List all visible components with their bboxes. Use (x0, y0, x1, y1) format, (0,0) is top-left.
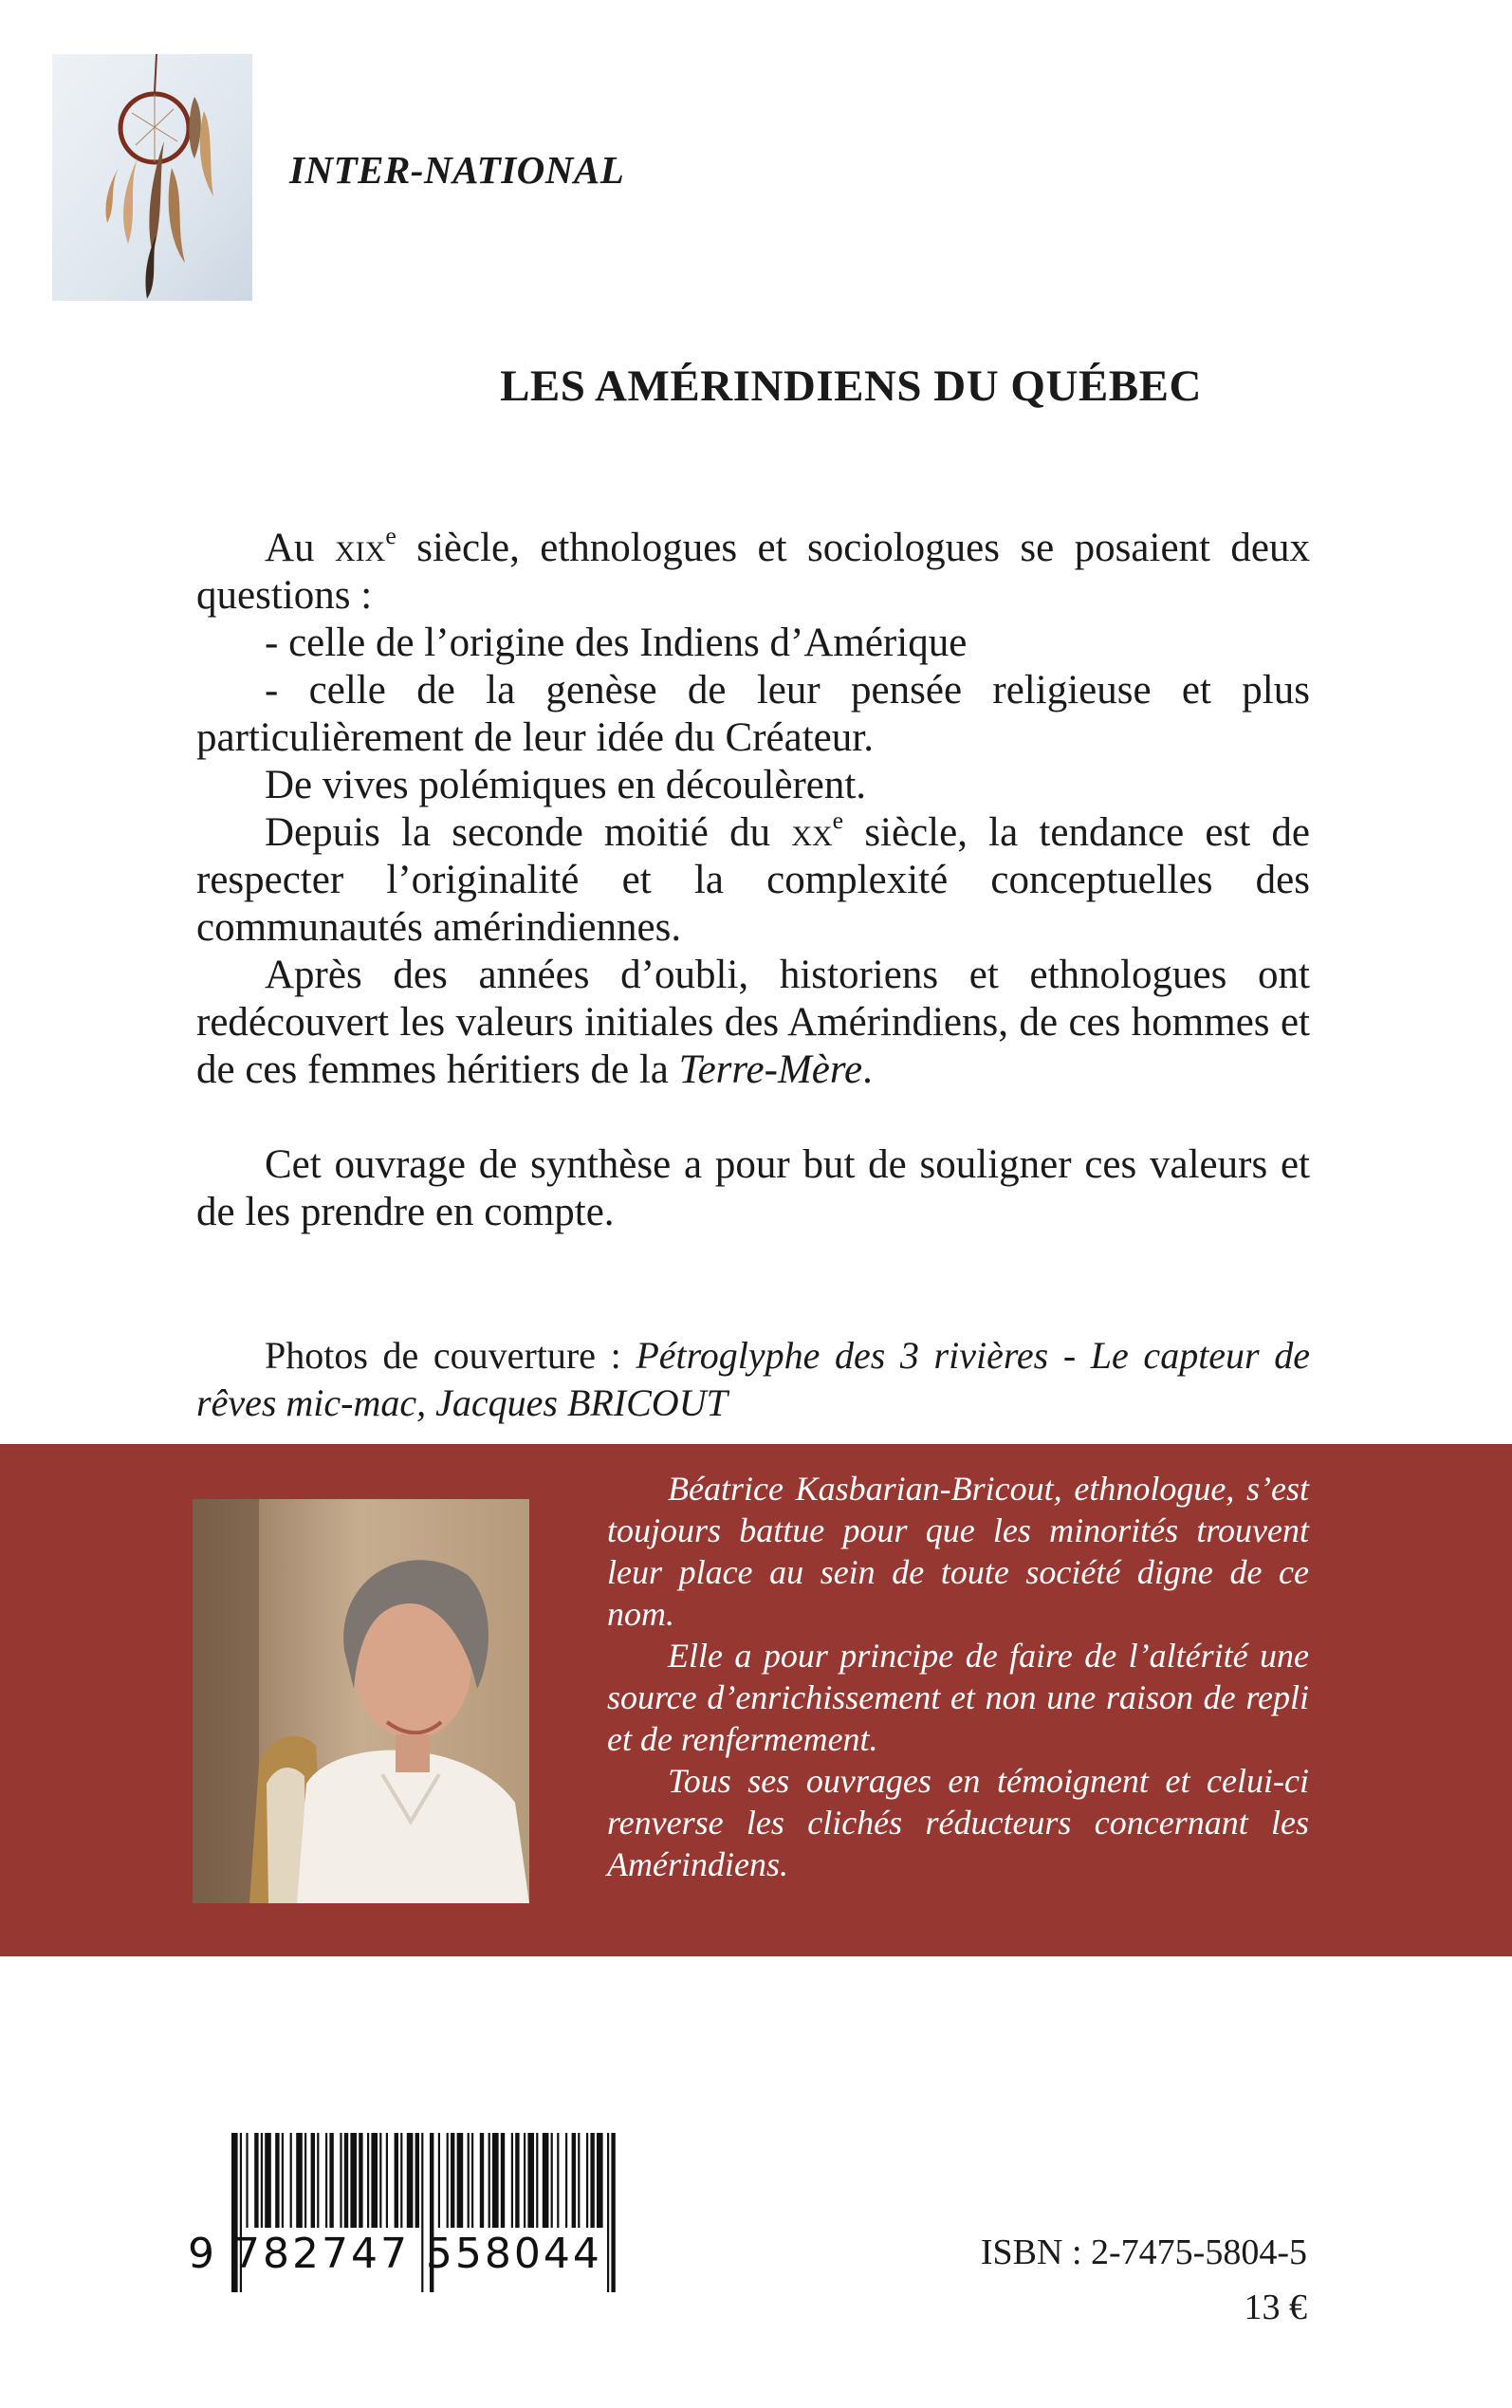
blurb-paragraph: Cet ouvrage de synthèse a pour but de souligner ces valeurs et de les prendre en compte. (196, 1142, 1310, 1234)
barcode-bar (296, 2133, 303, 2228)
barcode-bar (415, 2133, 419, 2228)
barcode-bar (524, 2133, 526, 2228)
barcode-bar (586, 2133, 588, 2228)
barcode-bar (590, 2133, 594, 2228)
barcode-bar (457, 2133, 464, 2228)
barcode-bar (386, 2133, 388, 2228)
barcode-bar (578, 2133, 580, 2228)
barcode-bar (471, 2133, 473, 2228)
barcode-bar (597, 2133, 603, 2228)
barcode-bar (311, 2133, 315, 2228)
barcode-bar (325, 2133, 327, 2228)
blurb-paragraph: - celle de l’origine des Indiens d’Amérique (265, 621, 968, 665)
barcode-bar (447, 2133, 449, 2228)
barcode-bar (557, 2133, 559, 2228)
barcode-bar (400, 2133, 402, 2228)
author-portrait (193, 1499, 529, 1903)
book-title: LES AMÉRINDIENS DU QUÉBEC (500, 361, 1202, 411)
barcode-bar (290, 2133, 292, 2228)
barcode-bar (261, 2133, 263, 2228)
barcode-bar (511, 2133, 513, 2228)
barcode-bar (607, 2133, 609, 2292)
barcode-bar (611, 2133, 615, 2292)
barcode-bar (480, 2133, 484, 2228)
barcode-bar (379, 2133, 381, 2228)
barcode-bar (438, 2133, 440, 2228)
bio-paragraph: Tous ses ouvrages en témoignent et celui-ci renverse les clichés réducteurs concernant les Amérindiens. (607, 1762, 1309, 1883)
barcode-bar (367, 2133, 369, 2228)
barcode-bar (340, 2133, 341, 2228)
barcode-bar (371, 2133, 378, 2228)
blurb-paragraph: Après des années d’oubli, historiens et ethnologues ont redécouvert les valeurs initiales des Amérindiens, de ces hommes et de ces femmes héritiers de la Terre-Mère. (196, 953, 1310, 1092)
blurb-paragraph: - celle de la genèse de leur pensée religieuse et plus particulièrement de leur idée du Créateur. (196, 668, 1310, 760)
barcode-bar (492, 2133, 499, 2228)
barcode-bar (543, 2133, 549, 2228)
barcode-bar (344, 2133, 348, 2228)
barcode-bar (350, 2133, 357, 2228)
collection-name: INTER-NATIONAL (289, 148, 625, 192)
barcode-bar (527, 2133, 534, 2228)
barcode-bar (536, 2133, 538, 2228)
barcode-bar (275, 2133, 279, 2228)
barcode-bar (304, 2133, 306, 2228)
barcode-bar (551, 2133, 553, 2228)
price: 13 € (1244, 2288, 1307, 2327)
barcode-bar (489, 2133, 490, 2228)
blurb (196, 521, 1311, 1236)
barcode-bar (317, 2133, 319, 2228)
barcode-bar (246, 2133, 248, 2228)
photo-credits (196, 1332, 1310, 1427)
barcode-bar (572, 2133, 576, 2228)
barcode-digits: 9 782747 558044 (188, 2230, 602, 2278)
barcode-bar (468, 2133, 470, 2228)
barcode-bar (451, 2133, 454, 2228)
barcode-bar (282, 2133, 284, 2228)
bio-paragraph: Elle a pour principe de faire de l’altérité une source d’enrichissement et non une raison de repli et de renfermement. (607, 1637, 1309, 1758)
credits-label: Photos de couverture : (265, 1334, 636, 1377)
blurb-paragraph: De vives polémiques en découlèrent. (265, 763, 867, 807)
author-bio (607, 1468, 1309, 1885)
barcode-bar (565, 2133, 567, 2228)
barcode-bar (359, 2133, 362, 2228)
barcode-bar (395, 2133, 398, 2228)
barcode-bar (329, 2133, 333, 2228)
blurb-paragraph: Au xix$^e$ siècle, ethnologues et sociologues se posaient deux questions : (196, 521, 1311, 618)
blurb-paragraph: Depuis la seconde moitié du $xx^e$ siècle, la tendance est de respecter l’originalité et la complexité conceptuelles des communautés amérindiennes. (196, 806, 1311, 950)
credits-text: Pétroglyphe des 3 rivières - Le capteur de rêves mic-mac, Jacques BRICOUT (196, 1334, 1311, 1424)
barcode-bar (265, 2133, 271, 2228)
bio-paragraph: Béatrice Kasbarian-Bricout, ethnologue, s’est toujours battue pour que les minorités trouvent leur place au sein de toute société digne de ce nom. (607, 1470, 1309, 1633)
dreamcatcher-photo (52, 54, 252, 301)
barcode-bar (501, 2133, 505, 2228)
barcode-bar (407, 2133, 414, 2228)
barcode-bar (515, 2133, 519, 2228)
isbn: ISBN : 2-7475-5804-5 (980, 2232, 1307, 2272)
barcode-bar (254, 2133, 258, 2228)
